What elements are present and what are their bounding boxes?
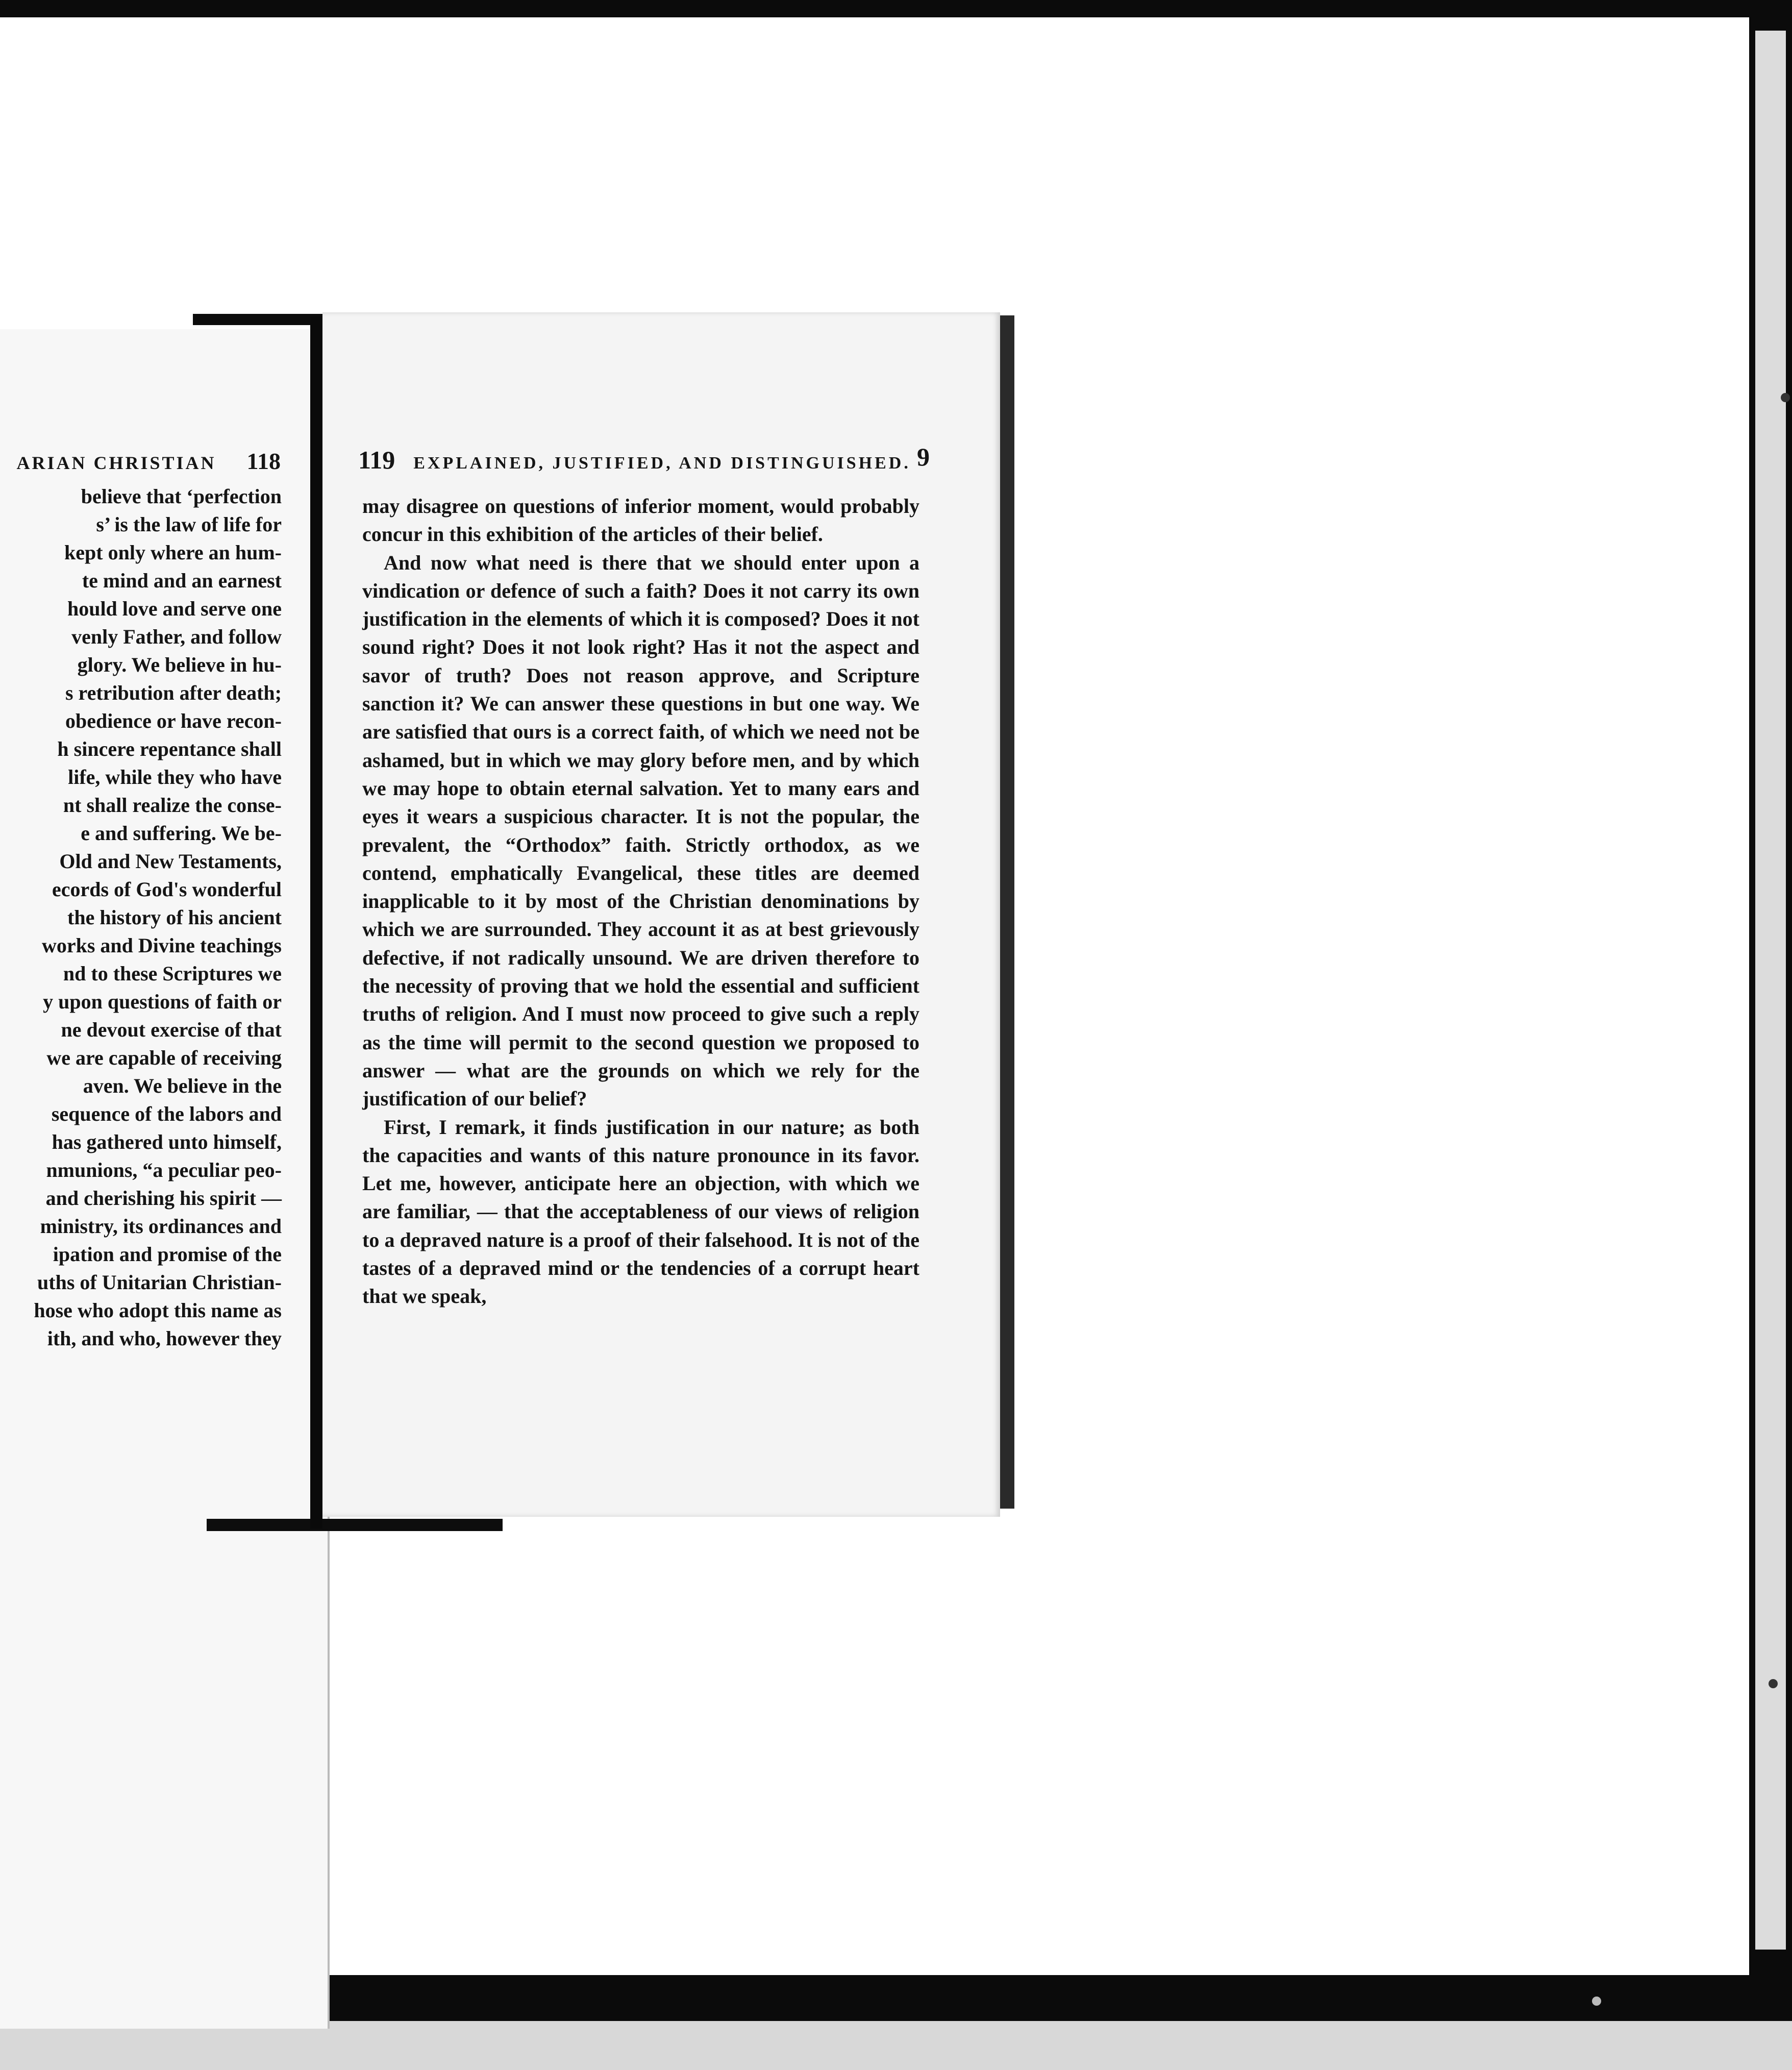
binding-clip-bottom	[207, 1519, 503, 1531]
left-page-line: aven. We believe in the	[83, 1074, 282, 1097]
left-page-line: h sincere repentance shall	[57, 737, 282, 760]
left-page-line: ipation and promise of the	[53, 1243, 282, 1266]
book-spine	[310, 316, 322, 1529]
left-page-line: ith, and who, however they	[47, 1327, 282, 1350]
left-page-line: venly Father, and follow	[71, 625, 282, 648]
left-page-line: nt shall realize the conse-	[63, 794, 282, 817]
left-page-line: nd to these Scriptures we	[63, 962, 282, 985]
left-page-text	[0, 482, 282, 1352]
left-page-line: ecords of God's wonderful	[52, 878, 282, 901]
left-page-line: s retribution after death;	[65, 681, 282, 704]
right-page-header	[358, 442, 930, 475]
left-page-line: y upon questions of faith or	[43, 990, 282, 1013]
left-page-line: works and Divine teachings	[41, 934, 282, 957]
film-speck	[1769, 1679, 1778, 1688]
left-page-line: glory. We believe in hu-	[77, 653, 282, 676]
left-page-line: has gathered unto himself,	[52, 1130, 282, 1153]
left-page-line: we are capable of receiving	[46, 1046, 282, 1069]
left-page-line: uths of Unitarian Christian-	[37, 1271, 282, 1294]
left-page-line: s’ is the law of life for	[96, 513, 282, 536]
paragraph: may disagree on questions of inferior moment, would probably concur in this exhibition of the articles of their belief.	[362, 495, 919, 546]
left-page-line: and cherishing his spirit —	[45, 1187, 282, 1210]
page-edge-shadow	[1000, 315, 1014, 1509]
left-page-line: hould love and serve one	[67, 597, 282, 620]
right-page	[322, 312, 1000, 1517]
left-page-line: believe that ‘perfection	[81, 485, 282, 508]
left-page-line: life, while they who have	[68, 766, 282, 788]
paragraph: First, I remark, it finds justification in our nature; as both the capacities and wants of this nature pronounce in its favor. Let me, however, anticipate here an objection, with which we are familiar, — that the acceptableness of our views of religion to a depraved nature is a proof of their falsehood. It is not of the tastes of a depraved mind or the tendencies of a corrupt heart that we speak,	[362, 1115, 919, 1308]
film-frame-top	[0, 0, 1792, 17]
page-number: 9	[917, 442, 930, 471]
left-page-line: the history of his ancient	[67, 906, 282, 929]
film-frame-right-strip	[1755, 31, 1786, 1950]
left-page-line: e and suffering. We be-	[81, 822, 282, 845]
running-title: EXPLAINED, JUSTIFIED, AND DISTINGUISHED.	[413, 454, 911, 473]
right-folio: 119	[358, 446, 395, 474]
left-page-line: Old and New Testaments,	[59, 850, 282, 873]
film-speck	[1592, 1997, 1601, 2006]
left-page-header	[16, 448, 281, 475]
left-running-title: ARIAN CHRISTIAN	[16, 453, 216, 473]
left-page-line: ministry, its ordinances and	[40, 1215, 282, 1238]
left-page-line: obedience or have recon-	[65, 709, 282, 732]
left-page-line: sequence of the labors and	[51, 1102, 282, 1125]
left-folio: 118	[246, 448, 281, 474]
left-page-line: hose who adopt this name as	[34, 1299, 282, 1322]
left-page	[0, 329, 330, 2029]
left-page-line: kept only where an hum-	[64, 541, 282, 564]
paragraph: And now what need is there that we should enter upon a vindication or defence of such a faith? Does it not carry its own justification in the elements of which it is composed? Does it not sound right? Does it not look right? Has it not the aspect and savor of truth? Does not reason approve, and Scripture sanction it? We can answer these questions in but one way. We are satisfied that ours is a correct faith, of which we need not be ashamed, but in which we may glory before men, and by which we may hope to obtain eternal salvation. Yet to many ears and eyes it wears a suspicious character. It is not the popular, the prevalent, the “Orthodox” faith. Strictly orthodox, as we contend, emphatically Evangelical, these titles are deemed inapplicable to it by most of the Christian denominations by which we are surrounded. They account it as at best grievously defective, if not radically unsound. We are driven therefore to the necessity of proving that we hold the essential and sufficient truths of religion. And I must now proceed to give such a reply as the time will permit to the second question we proposed to answer — what are the grounds on which we rely for the justification of our belief?	[362, 551, 919, 1111]
left-page-line: ne devout exercise of that	[61, 1018, 282, 1041]
right-page-body	[362, 492, 919, 1311]
left-page-line: nmunions, “a peculiar peo-	[46, 1159, 282, 1181]
left-page-line: te mind and an earnest	[82, 569, 282, 592]
film-speck	[1781, 393, 1790, 402]
